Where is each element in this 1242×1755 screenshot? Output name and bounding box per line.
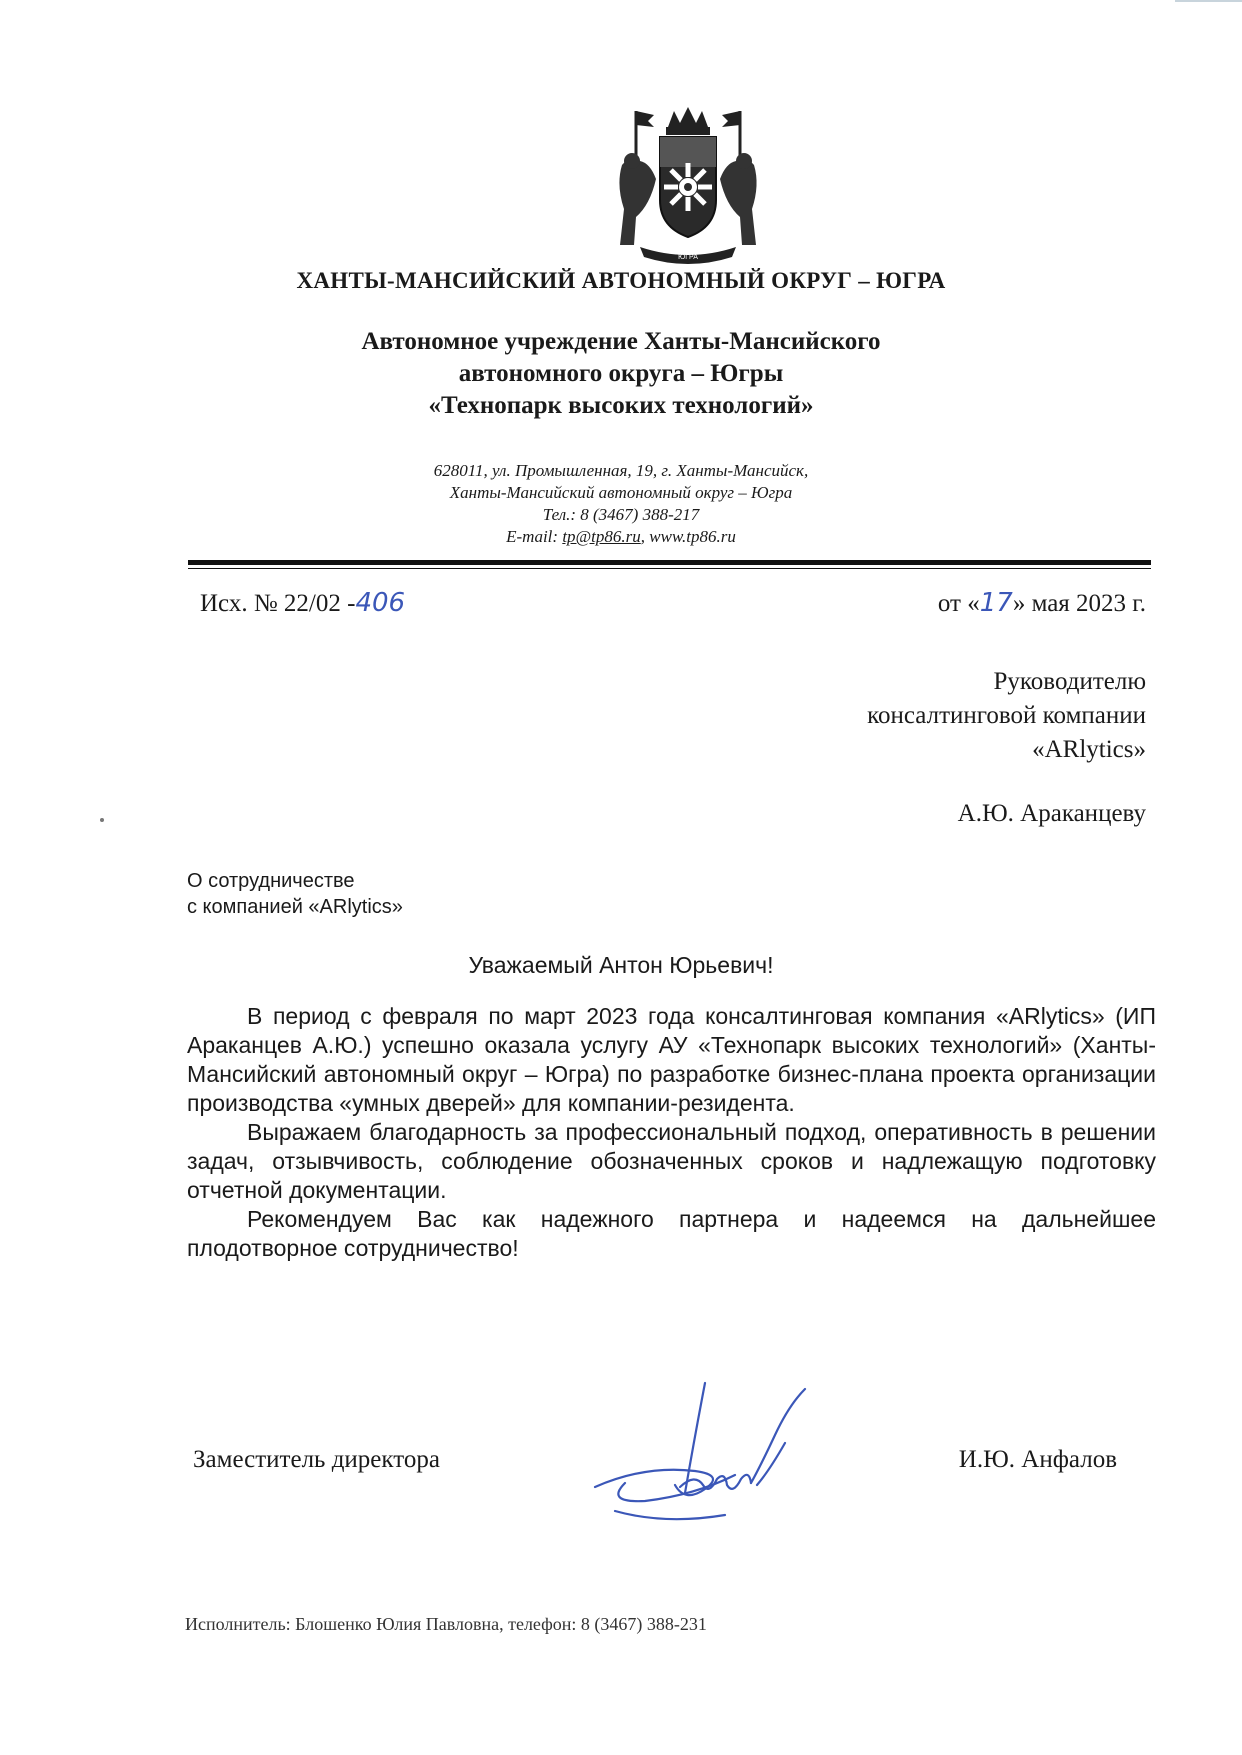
- body-paragraph: Рекомендуем Вас как надежного партнера и надеемся на дальнейшее плодотворное сотрудничество!: [187, 1206, 1156, 1261]
- outgoing-number-handwritten: 406: [355, 588, 406, 618]
- subject-line: с компанией «ARlytics»: [187, 896, 403, 918]
- org-name-line: Автономное учреждение Ханты-Мансийского: [361, 328, 881, 355]
- emblem-motto: ЮГРА: [678, 254, 698, 261]
- contact-line: E-mail: tp@tp86.ru, www.tp86.ru: [506, 527, 736, 546]
- outgoing-number-prefix: Исх. № 22/02 -: [200, 590, 356, 617]
- recipient-line: консалтинговой компании: [867, 702, 1146, 729]
- region-title: ХАНТЫ-МАНСИЙСКИЙ АВТОНОМНЫЙ ОКРУГ – ЮГРА: [296, 268, 946, 293]
- org-name-line: «Технопарк высоких технологий»: [428, 392, 814, 419]
- letter-body: [187, 1002, 1156, 1263]
- date-suffix: » мая 2023 г.: [1012, 590, 1146, 617]
- phone-line: Тел.: 8 (3467) 388-217: [542, 505, 700, 524]
- body-paragraph: Выражаем благодарность за профессиональный подход, оперативность в решении задач, отзывчивость, соблюдение обозначенных сроков и надлежащую подготовку отчетной документации.: [187, 1119, 1156, 1203]
- recipient-line: Руководителю: [993, 668, 1146, 695]
- email-link[interactable]: tp@tp86.ru: [562, 527, 641, 546]
- outgoing-number: [200, 588, 405, 618]
- signatory-name: И.Ю. Анфалов: [958, 1446, 1117, 1473]
- recipient-name: А.Ю. Араканцеву: [957, 800, 1146, 827]
- letter-date: [938, 588, 1146, 618]
- subject-line: О сотрудничестве: [187, 870, 355, 892]
- address-line: Ханты-Мансийский автономный округ – Югра: [449, 483, 793, 502]
- header-divider-thick: [188, 560, 1151, 565]
- coat-of-arms-icon: [610, 105, 766, 265]
- recipient-block: [867, 665, 1146, 767]
- recipient-line: «ARlytics»: [1032, 736, 1146, 763]
- organization-address: [0, 460, 1242, 548]
- letter-subject: [187, 868, 403, 920]
- scan-dot: [100, 818, 104, 822]
- website-link[interactable]: www.tp86.ru: [649, 527, 736, 546]
- organization-name: [0, 326, 1242, 422]
- org-name-line: автономного округа – Югры: [458, 360, 784, 387]
- body-paragraph: В период с февраля по март 2023 года консалтинговая компания «ARlytics» (ИП Араканцев А.Ю.) успешно оказала услугу АУ «Технопарк высоких технологий» (Ханты-Мансийский автономный округ – Югра) по разработке бизнес-плана проекта организации производства «умных дверей» для компании-резидента.: [187, 1003, 1156, 1116]
- date-day-handwritten: 17: [979, 588, 1013, 618]
- executor-info: Исполнитель: Блошенко Юлия Павловна, телефон: 8 (3467) 388-231: [185, 1614, 707, 1634]
- scan-edge-mark: [1175, 0, 1242, 2]
- header-divider-thin: [188, 568, 1151, 569]
- handwritten-signature-icon: [585, 1375, 845, 1535]
- salutation: Уважаемый Антон Юрьевич!: [468, 952, 774, 978]
- signatory-title: Заместитель директора: [193, 1446, 440, 1473]
- address-line: 628011, ул. Промышленная, 19, г. Ханты-Мансийск,: [433, 461, 809, 480]
- date-prefix: от «: [937, 590, 980, 617]
- email-label: E-mail:: [506, 527, 559, 546]
